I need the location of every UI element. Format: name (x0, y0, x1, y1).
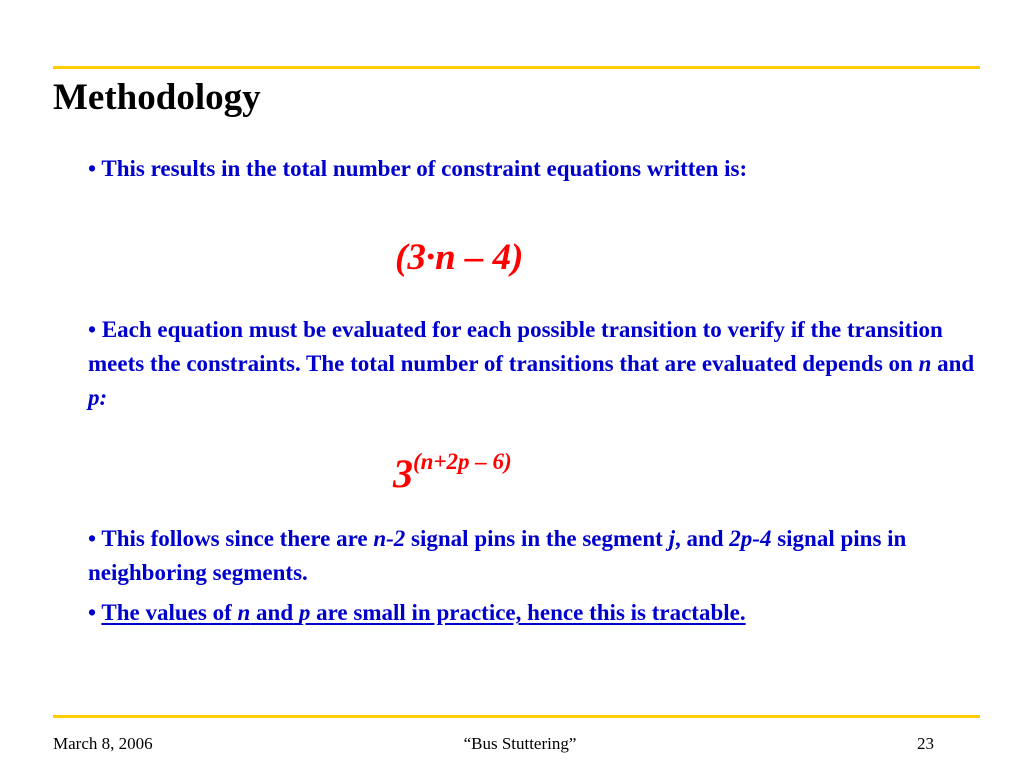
bullet-tractable (88, 596, 988, 630)
bullet-text: signal pins in neighboring segments. (88, 526, 907, 585)
bullet-text: This follows since there are (101, 526, 368, 551)
bullet-marker: • (88, 600, 97, 625)
bullet-text: This results in the total number of constraint equations written is: (101, 156, 748, 181)
bullet-text: are small in practice, hence this is tractable. (316, 600, 746, 625)
slide-title: Methodology (53, 77, 261, 118)
footer-page-number: 23 (917, 734, 934, 753)
underlined-statement (101, 600, 745, 625)
bullet-text: The values of (101, 600, 232, 625)
variable-2p-4: 2p-4 (729, 526, 772, 551)
footer-title: “Bus Stuttering” (463, 734, 577, 753)
formula-exponent: (n+2p – 6) (413, 449, 512, 474)
bottom-divider-rule (53, 715, 980, 718)
footer-date: March 8, 2006 (53, 734, 153, 753)
bullet-text: Each equation must be evaluated for each possible transition to verify if the transition meets the constraints. The total number of transitions that are evaluated depends on (88, 317, 943, 376)
formula-base: 3 (393, 451, 413, 496)
bullet-marker: • (88, 317, 97, 342)
variable-p: p (298, 600, 311, 625)
bullet-marker: • (88, 156, 97, 181)
bullet-constraint-count (88, 152, 988, 186)
bullet-signal-pins (88, 522, 988, 590)
variable-n: n (237, 600, 251, 625)
bullet-evaluation (88, 313, 988, 415)
variable-n-2: n-2 (373, 526, 406, 551)
variable-j: j (668, 526, 675, 551)
top-divider-rule (53, 66, 980, 69)
bullet-text: signal pins in the segment (411, 526, 663, 551)
bullet-text: , and (674, 526, 724, 551)
bullet-text-and: and (937, 351, 975, 376)
formula-constraint-equations: (3·n – 4) (395, 237, 524, 278)
formula-transition-count (393, 450, 512, 497)
bullet-marker: • (88, 526, 97, 551)
variable-p: p: (88, 385, 108, 410)
bullet-text-and: and (256, 600, 294, 625)
variable-n: n (918, 351, 932, 376)
